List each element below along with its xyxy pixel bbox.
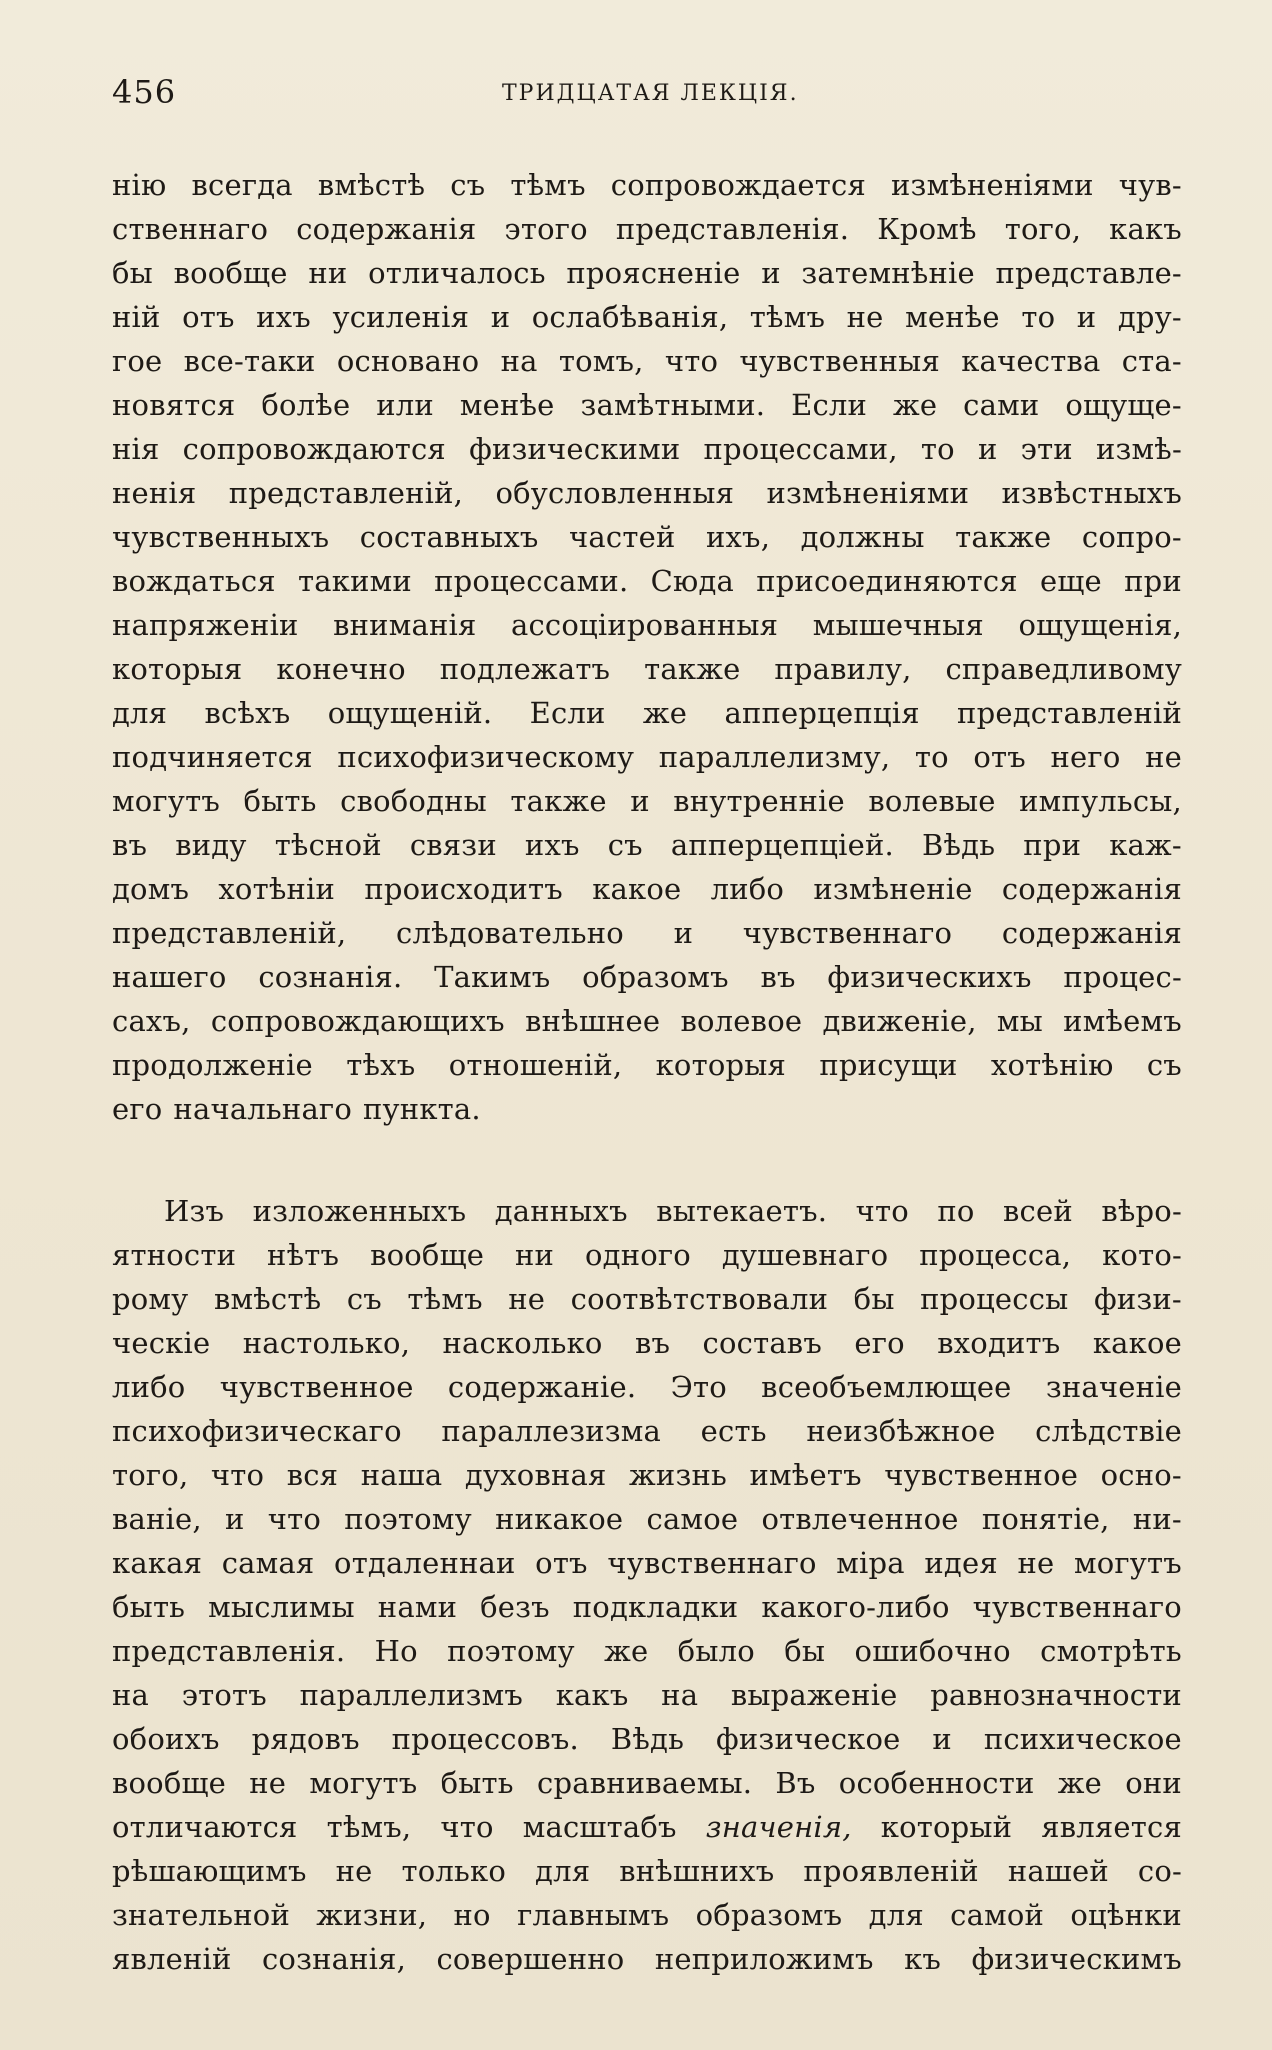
text-line: вождаться такими процессами. Сюда присоединяются еще при xyxy=(112,564,1182,598)
text-line: нію всегда вмѣстѣ съ тѣмъ сопровождается измѣненіями чув- xyxy=(112,168,1182,202)
text-line: ваніе, и что поэтому никакое самое отвлеченное понятіе, ни- xyxy=(112,1502,1182,1536)
running-head: ТРИДЦАТАЯ ЛЕКЦІЯ. xyxy=(502,81,799,106)
text-line: отличаются тѣмъ, что масштабъ значенія, который является xyxy=(112,1810,1182,1844)
text-line: либо чувственное содержаніе. Это всеобъемлющее значеніе xyxy=(112,1370,1182,1404)
body-text xyxy=(112,163,1182,1981)
paragraph-gap xyxy=(112,1131,1182,1189)
text-line: рѣшающимъ не только для внѣшнихъ проявленій нашей со- xyxy=(112,1854,1182,1888)
text-line: быть мыслимы нами безъ подкладки какого-либо чувственнаго xyxy=(112,1590,1182,1624)
text-line: могутъ быть свободны также и внутренніе волевые импульсы, xyxy=(112,784,1182,818)
text-line: представленій, слѣдовательно и чувственнаго содержанія xyxy=(112,916,1182,950)
paragraph-1 xyxy=(112,163,1182,1131)
text-line: напряженіи вниманія ассоціированныя мышечныя ощущенія, xyxy=(112,608,1182,642)
page-header xyxy=(112,72,1182,112)
page-number: 456 xyxy=(112,73,177,111)
text-line: представленія. Но поэтому же было бы ошибочно смотрѣть xyxy=(112,1634,1182,1668)
text-line: чувственныхъ составныхъ частей ихъ, должны также сопро- xyxy=(112,520,1182,554)
text-line: для всѣхъ ощущеній. Если же апперцепція представленій xyxy=(112,696,1182,730)
text-line: ственнаго содержанія этого представленія. Кромѣ того, какъ xyxy=(112,212,1182,246)
text-line: ненія представленій, обусловленныя измѣненіями извѣстныхъ xyxy=(112,476,1182,510)
text-line: продолженіе тѣхъ отношеній, которыя присущи хотѣнію съ xyxy=(112,1048,1182,1082)
text-line: подчиняется психофизическому параллелизму, то отъ него не xyxy=(112,740,1182,774)
text-line: обоихъ рядовъ процессовъ. Вѣдь физическое и психическое xyxy=(112,1722,1182,1756)
text-line: на этотъ параллелизмъ какъ на выраженіе равнозначности xyxy=(112,1678,1182,1712)
text-line: вообще не могутъ быть сравниваемы. Въ особенности же они xyxy=(112,1766,1182,1800)
text-line: новятся болѣе или менѣе замѣтными. Если же сами ощуще- xyxy=(112,388,1182,422)
text-line: домъ хотѣніи происходитъ какое либо измѣненіе содержанія xyxy=(112,872,1182,906)
text-line: его начальнаго пункта. xyxy=(112,1092,481,1126)
text-line: Изъ изложенныхъ данныхъ вытекаетъ. что по всей вѣро- xyxy=(164,1194,1182,1228)
text-line: рому вмѣстѣ съ тѣмъ не соотвѣтствовали бы процессы физи- xyxy=(112,1282,1182,1316)
text-line: бы вообще ни отличалось проясненіе и затемнѣніе представле- xyxy=(112,256,1182,290)
text-line: въ виду тѣсной связи ихъ съ апперцепціей. Вѣдь при каж- xyxy=(112,828,1182,862)
text-line: того, что вся наша духовная жизнь имѣетъ чувственное осно- xyxy=(112,1458,1182,1492)
text-line: явленій сознанія, совершенно неприложимъ къ физическимъ xyxy=(112,1942,1182,1976)
text-line: ческіе настолько, насколько въ составъ его входитъ какое xyxy=(112,1326,1182,1360)
text-line: которыя конечно подлежатъ также правилу, справедливому xyxy=(112,652,1182,686)
text-line: сахъ, сопровождающихъ внѣшнее волевое движеніе, мы имѣемъ xyxy=(112,1004,1182,1038)
paragraph-2 xyxy=(112,1189,1182,1981)
text-line: нашего сознанія. Такимъ образомъ въ физическихъ процес- xyxy=(112,960,1182,994)
text-line: ній отъ ихъ усиленія и ослабѣванія, тѣмъ не менѣе то и дру- xyxy=(112,300,1182,334)
text-line: психофизическаго параллезизма есть неизбѣжное слѣдствіе xyxy=(112,1414,1182,1448)
text-line: знательной жизни, но главнымъ образомъ для самой оцѣнки xyxy=(112,1898,1182,1932)
text-line: ятности нѣтъ вообще ни одного душевнаго процесса, кото- xyxy=(112,1238,1182,1272)
text-line: нія сопровождаются физическими процессами, то и эти измѣ- xyxy=(112,432,1182,466)
text-line: гое все-таки основано на томъ, что чувственныя качества ста- xyxy=(112,344,1182,378)
text-line: какая самая отдаленнаи отъ чувственнаго міра идея не могутъ xyxy=(112,1546,1182,1580)
